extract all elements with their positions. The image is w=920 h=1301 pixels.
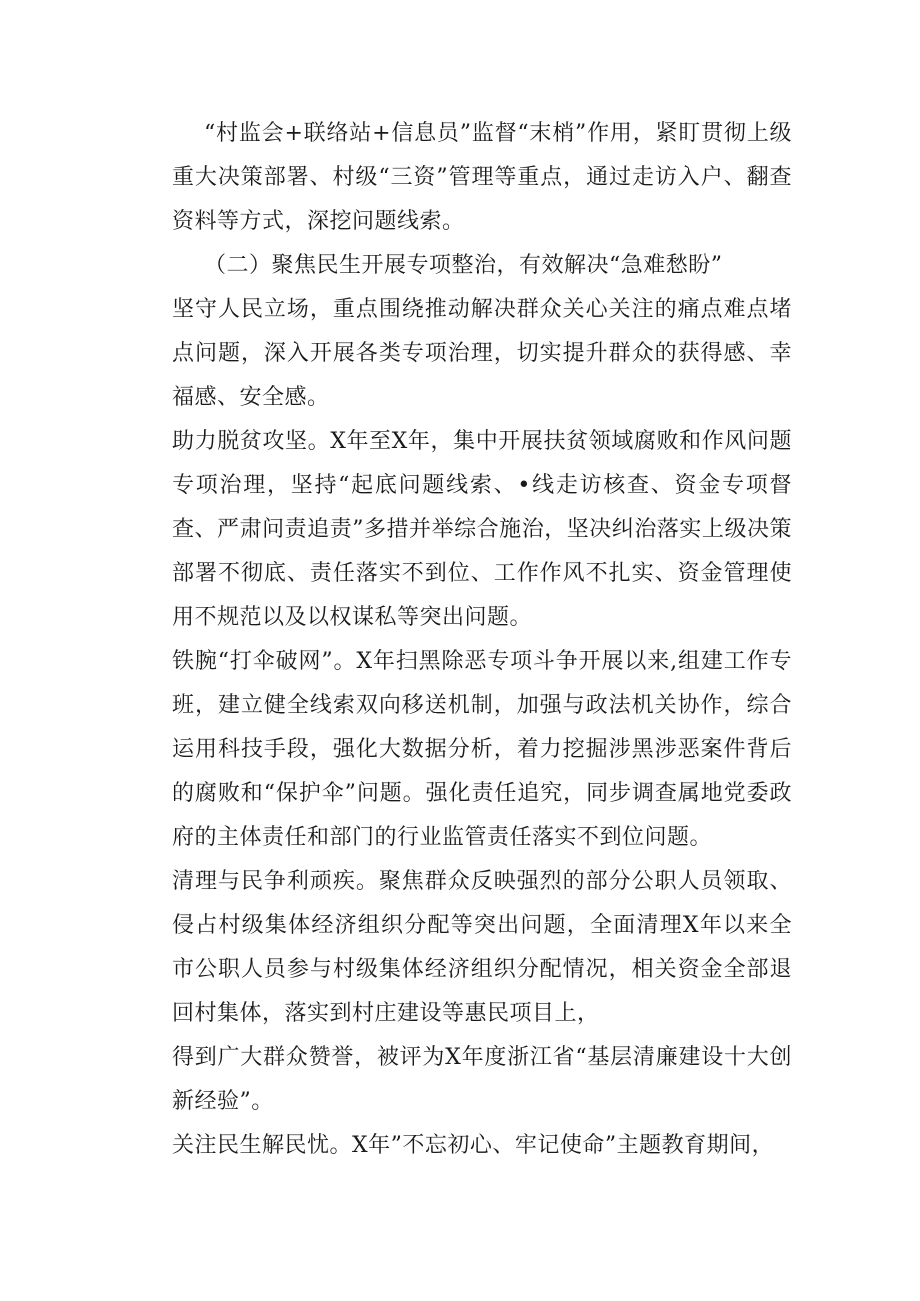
paragraph-anti-crime: 铁腕“打伞破网”。X年扫黑除恶专项斗争开展以来,组建工作专班，建立健全线索双向移送机制，加强与政法机关协作，综合运用科技手段，强化大数据分析，着力挖掘涉黑涉恶案件背后的腐败和“保护伞”问题。强化责任追究，同步调查属地党委政府的主体责任和部门的行业监管责任落实不到位问题。	[172, 649, 792, 850]
section-heading-2: （二）聚焦民生开展专项整治，有效解决“急难愁盼”	[204, 253, 723, 278]
document-body	[172, 112, 792, 1168]
paragraph-clean-up: 清理与民争利顽疾。聚焦群众反映强烈的部分公职人员领取、侵占村级集体经济组织分配等突出问题，全面清理X年以来全市公职人员参与村级集体经济组织分配情况，相关资金全部退回村集体，落实到村庄建设等惠民项目上，	[172, 869, 792, 1026]
paragraph-supervision-tip: “村监会+联络站+信息员”监督“末梢”作用，紧盯贯彻上级重大决策部署、村级“三资”管理等重点，通过走访入户、翻查资料等方式，深挖问题线索。	[172, 121, 792, 234]
paragraph-poverty-alleviation: 助力脱贫攻坚。X年至X年，集中开展扶贫领域腐败和作风问题专项治理，坚持“起底问题线索、•线走访核查、资金专项督查、严肃问责追责”多措并举综合施治，坚决纠治落实上级决策部署不彻底、责任落实不到位、工作作风不扎实、资金管理使用不规范以及以权谋私等突出问题。	[172, 429, 792, 630]
paragraph-praise: 得到广大群众赞誉，被评为X年度浙江省“基层清廉建设十大创新经验”。	[172, 1045, 792, 1114]
paragraph-livelihood: 关注民生解民忧。X年”不忘初心、牢记使命”主题教育期间，	[172, 1133, 775, 1158]
paragraph-people-stance: 坚守人民立场，重点围绕推动解决群众关心关注的痛点难点堵点问题，深入开展各类专项治理，切实提升群众的获得感、幸福感、安全感。	[172, 297, 792, 410]
